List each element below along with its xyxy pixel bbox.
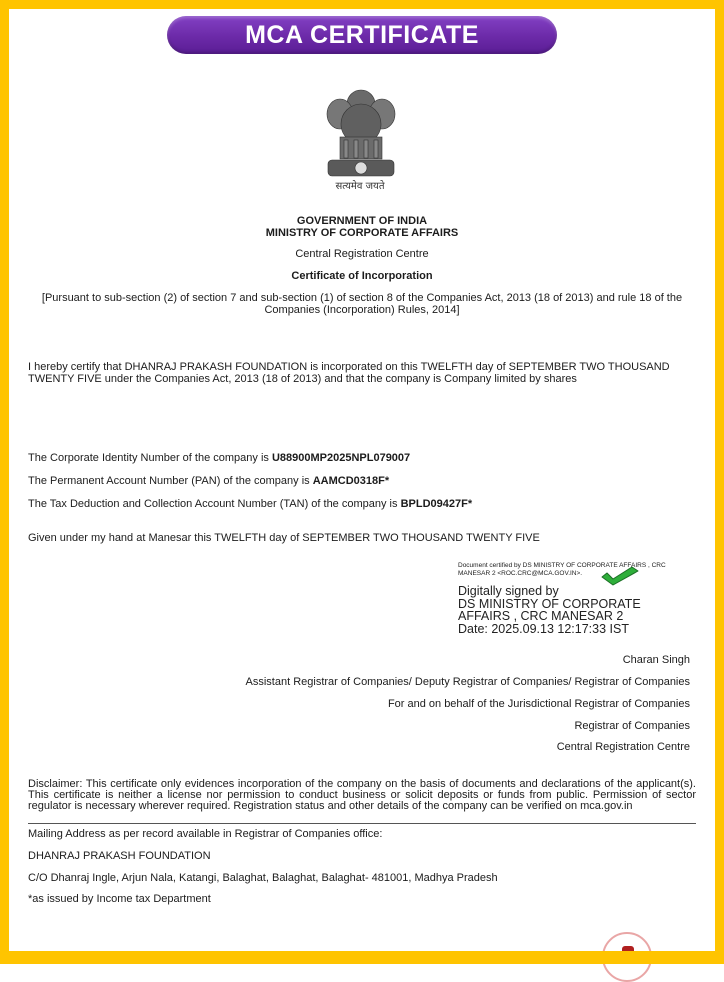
tan-value: BPLD09427F*: [400, 498, 473, 510]
signatory-behalf: For and on behalf of the Jurisdictional Registrar of Companies: [387, 698, 690, 710]
pan-value: AAMCD0318F*: [312, 475, 390, 487]
mailing-company-name: DHANRAJ PRAKASH FOUNDATION: [28, 850, 211, 862]
signatory-office: Registrar of Companies: [574, 720, 690, 732]
signatory-name: Charan Singh: [622, 654, 690, 666]
tan-label: The Tax Deduction and Collection Account Number (TAN) of the company is: [28, 498, 401, 510]
tan-line: [28, 498, 472, 510]
pan-line: [28, 475, 389, 487]
mailing-address-label: Mailing Address as per record available in Registrar of Companies office:: [28, 828, 383, 840]
signatory-designation: Assistant Registrar of Companies/ Deputy Registrar of Companies/ Registrar of Companies: [245, 676, 690, 688]
certified-by-note: Document certified by DS MINISTRY OF CORPORATE AFFAIRS , CRC MANESAR 2 <ROC.CRC@MCA.GOV.IN>.: [458, 562, 666, 577]
certificate-banner: MCA CERTIFICATE: [167, 16, 557, 54]
emblem-motto: सत्यमेव जयते: [335, 181, 385, 192]
mailing-address: C/O Dhanraj Ingle, Arjun Nala, Katangi, Balaghat, Balaghat, Balaghat- 481001, Madhya Pradesh: [28, 872, 498, 884]
signature-date: Date: 2025.09.13 12:17:33 IST: [458, 621, 629, 636]
signed-by-line: Digitally signed by: [458, 584, 559, 598]
office-name: Central Registration Centre: [295, 248, 429, 260]
certify-statement: I hereby certify that DHANRAJ PRAKASH FOUNDATION is incorporated on this TWELFTH day of SEPTEMBER TWO THOUSAND TWENTY FIVE under the Companies Act, 2013 (18 of 2013) and that the company is Company limited by shares: [28, 361, 670, 385]
given-statement: Given under my hand at Manesar this TWELFTH day of SEPTEMBER TWO THOUSAND TWENTY FIVE: [28, 532, 540, 544]
signer-line-2: AFFAIRS , CRC MANESAR 2: [458, 609, 624, 623]
cin-line: [28, 452, 410, 464]
pan-label: The Permanent Account Number (PAN) of the company is: [28, 475, 313, 487]
cin-label: The Corporate Identity Number of the company is: [28, 452, 272, 464]
pan-tan-note: *as issued by Income tax Department: [28, 893, 211, 905]
ministry-seal-icon: [602, 932, 652, 982]
seal-emblem: [622, 946, 634, 960]
pursuant-clause: [Pursuant to sub-section (2) of section 7 and sub-section (1) of section 8 of the Companies Act, 2013 (18 of 2013) and rule 18 of the Companies (Incorporation) Rules, 2014]: [41, 292, 683, 316]
certificate-title: Certificate of Incorporation: [291, 270, 433, 282]
disclaimer: Disclaimer: This certificate only evidences incorporation of the company on the basis of documents and declarations of the applicant(s). This certificate is neither a license nor permission to conduct business or solicit deposits or funds from public. Permission of sector regulator is necessary wherever required. Registration status and other details of the company can be verified on mca.gov.in: [28, 778, 696, 812]
digital-signature-text: [458, 585, 678, 635]
cin-value: U88900MP2025NPL079007: [271, 452, 411, 464]
ministry-line: MINISTRY OF CORPORATE AFFAIRS: [265, 227, 459, 239]
divider: [28, 823, 696, 824]
digital-signature-block: [458, 562, 678, 635]
government-heading: [20, 215, 704, 239]
signer-line-1: DS MINISTRY OF CORPORATE: [458, 596, 641, 611]
government-line: GOVERNMENT OF INDIA: [296, 215, 428, 227]
signatory-centre: Central Registration Centre: [556, 741, 690, 753]
